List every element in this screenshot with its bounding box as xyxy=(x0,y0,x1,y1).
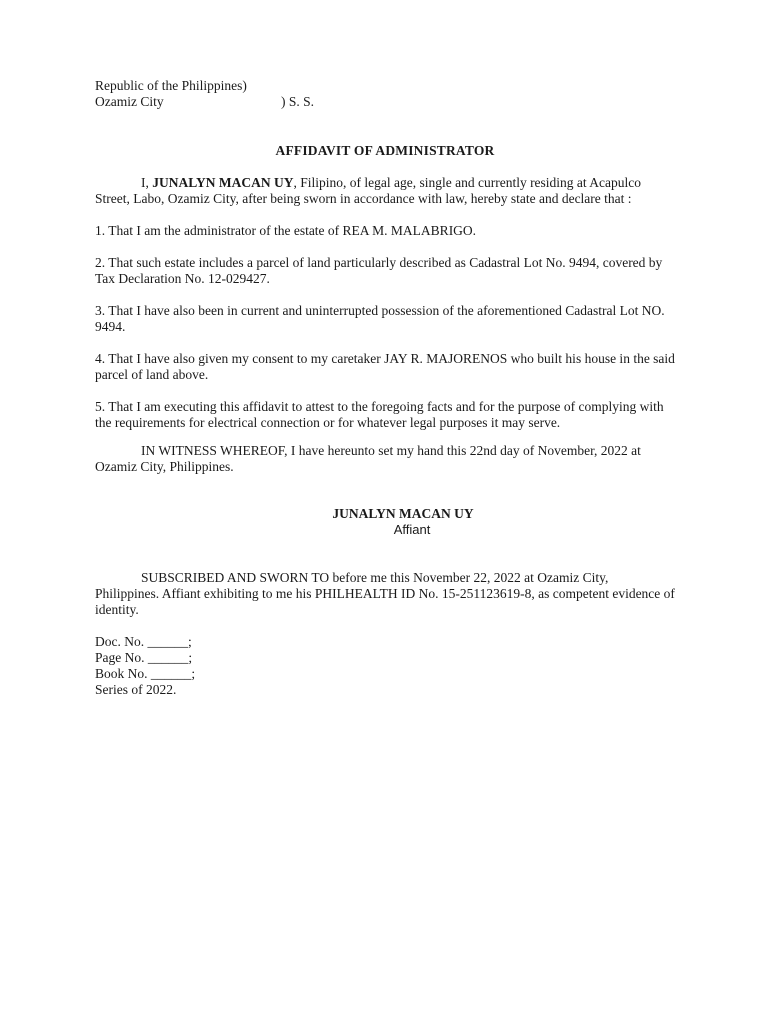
paragraph-2: 2. That such estate includes a parcel of land particularly described as Cadastral Lot No. 9494, covered by Tax Declaration No. 12-029427. xyxy=(95,255,663,286)
paragraph-3: 3. That I have also been in current and uninterrupted possession of the aforementioned Cadastral Lot NO. 9494. xyxy=(95,303,665,334)
signature-block xyxy=(95,506,675,538)
affidavit-document xyxy=(95,78,675,698)
page-no: Page No. ______; xyxy=(95,650,193,665)
signature-name: JUNALYN MACAN UY xyxy=(332,506,474,521)
affiant-name-inline: JUNALYN MACAN UY xyxy=(152,175,294,190)
notarial-register xyxy=(95,634,675,698)
venue-country: Republic of the Philippines) xyxy=(95,78,247,93)
document-title: AFFIDAVIT OF ADMINISTRATOR xyxy=(275,143,495,158)
paragraph-1: 1. That I am the administrator of the estate of REA M. MALABRIGO. xyxy=(95,223,477,238)
jurat-paragraph: SUBSCRIBED AND SWORN TO before me this November 22, 2022 at Ozamiz City, Philippines. Affiant exhibiting to me his PHILHEALTH ID No. 15-251123619-8, as competent evidence of identity. xyxy=(95,570,675,617)
intro-prefix: I, xyxy=(141,175,153,190)
venue-block xyxy=(95,78,675,110)
paragraph-4: 4. That I have also given my consent to my caretaker JAY R. MAJORENOS who built his house in the said parcel of land above. xyxy=(95,351,675,382)
intro-paragraph xyxy=(95,175,675,207)
intro-rest: , Filipino, of legal age, single and currently residing at Acapulco Street, Labo, Ozamiz City, after being sworn in accordance with law, hereby state and declare that : xyxy=(95,175,642,206)
book-no: Book No. ______; xyxy=(95,666,196,681)
witness-clause: IN WITNESS WHEREOF, I have hereunto set my hand this 22nd day of November, 2022 at Ozamiz City, Philippines. xyxy=(95,443,641,474)
venue-city: Ozamiz City xyxy=(95,94,164,109)
paragraph-5: 5. That I am executing this affidavit to attest to the foregoing facts and for the purpose of complying with the requirements for electrical connection or for whatever legal purposes it may serve. xyxy=(95,399,664,430)
signature-role: Affiant xyxy=(393,522,431,537)
series: Series of 2022. xyxy=(95,682,177,697)
venue-ss: ) S. S. xyxy=(281,94,315,109)
venue-city-line xyxy=(95,94,675,110)
doc-no: Doc. No. ______; xyxy=(95,634,192,649)
